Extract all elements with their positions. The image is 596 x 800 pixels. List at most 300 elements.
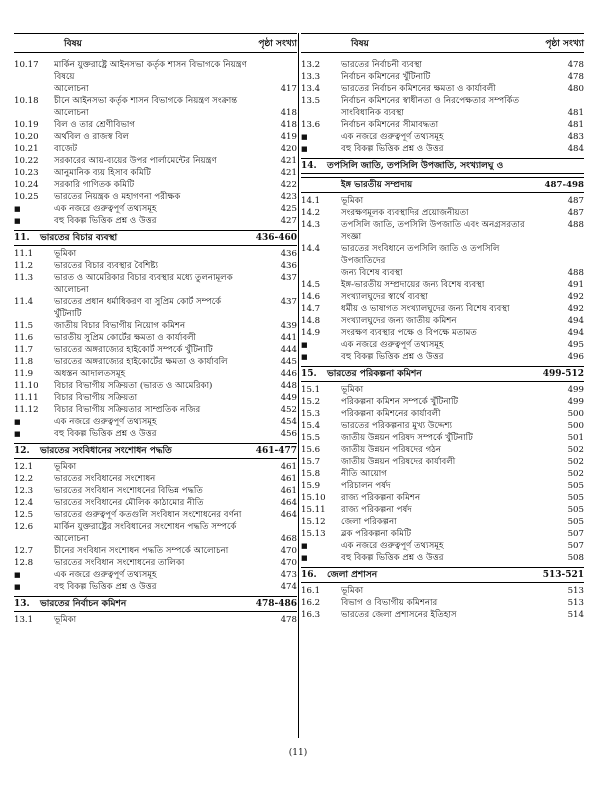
entry-title: জাতীয় বিচার বিভাগীয় নিয়োগ কমিশন (54, 321, 186, 331)
entry-number: 10.18 (14, 96, 39, 106)
entry-title: পরিকল্পনা কমিশন সম্পর্কে খুঁটিনাটি (341, 397, 459, 407)
entry-number: 10.25 (14, 192, 39, 202)
entry-page: 491 (567, 280, 584, 290)
toc-entry (14, 473, 297, 485)
entry-title: ভূমিকা (54, 462, 77, 472)
toc-entry (301, 384, 584, 396)
toc-entry (301, 83, 584, 95)
toc-entry (14, 557, 297, 569)
toc-entry (14, 119, 297, 131)
toc-entry (301, 516, 584, 528)
toc-entry (301, 396, 584, 408)
toc-entry (301, 71, 584, 83)
entry-title: ভারতের সংবিধানের সংশোধন পদ্ধতি (40, 446, 172, 456)
table-header (301, 33, 584, 53)
entry-number: 12.3 (14, 486, 34, 496)
entry-title: ভারতের গুরুত্বপূর্ণ কতগুলি সংবিধান সংশোধনের বর্ণনা (54, 510, 242, 520)
entry-number: 12.8 (14, 558, 34, 568)
entry-page: 494 (567, 316, 584, 326)
entry-title: অর্থবিল ও রাজস্ব বিল (54, 132, 129, 142)
toc-entry (14, 191, 297, 203)
entry-title: সংখ্যালঘুদের স্বার্থে ব্যবস্থা (341, 292, 428, 302)
toc-entry (301, 207, 584, 219)
toc-entry (301, 195, 584, 207)
entry-page (542, 243, 584, 267)
toc-entry (301, 456, 584, 468)
entry-title: জন্য বিশেষ ব্যবস্থা (341, 268, 403, 278)
entry-number: 10.24 (14, 180, 39, 190)
entry-title: বহু বিকল্প ভিত্তিক প্রশ্ন ও উত্তর (54, 216, 157, 226)
toc-entry (14, 344, 297, 356)
toc-entry (301, 597, 584, 609)
entry-title: আলোচনা (54, 108, 89, 118)
bullet-icon: ■ (14, 571, 21, 579)
entry-title: চীনের সংবিধান সংশোধন পদ্ধতি সম্পর্কে আলোচনা (54, 546, 229, 556)
entry-page: 502 (567, 469, 584, 479)
entry-title: সরকারের আয়-ব্যয়ের উপর পার্লামেন্টের নিয়ন্ত্রণ (54, 156, 217, 166)
entry-title: পরিচালন পর্ষদ (341, 481, 391, 491)
toc-entry (14, 59, 297, 83)
entry-number: 11.3 (14, 273, 34, 283)
entry-number: 10.19 (14, 120, 39, 130)
entry-title: ভারতের প্রধান ধর্মাধিকরণ বা সুপ্রিম কোর্ট সম্পর্কে খুঁটিনাটি (54, 297, 222, 319)
entry-number: 15.11 (301, 505, 326, 515)
entry-number: 13.1 (14, 615, 34, 625)
entry-number: 11.9 (14, 369, 34, 379)
entry-title: ভারতের জেলা প্রশাসনের ইতিহাস (341, 610, 457, 620)
toc-entry (14, 614, 297, 626)
entry-page: 436 (280, 261, 297, 271)
entry-title: পরিকল্পনা কমিশনের কার্যাবলী (341, 409, 441, 419)
entry-page: 487 (567, 208, 584, 218)
entry-number: 15.9 (301, 481, 321, 491)
bullet-icon: ■ (301, 554, 308, 562)
entry-page (255, 521, 297, 533)
entry-page: 454 (280, 417, 297, 427)
toc-entry (301, 303, 584, 315)
entry-page: 421 (280, 156, 297, 166)
entry-page: 487 (567, 196, 584, 206)
toc-entry (14, 461, 297, 473)
entry-page: 473 (280, 570, 297, 580)
entry-title: ভারতের নির্বাচনী ব্যবস্থা (341, 60, 423, 70)
entry-page (255, 59, 297, 83)
entry-page: 439 (280, 321, 297, 331)
entry-page: 478 (567, 72, 584, 82)
bullet-icon: ■ (301, 133, 308, 141)
toc-entry (14, 320, 297, 332)
toc-entry (14, 155, 297, 167)
toc-entry (301, 351, 584, 363)
entry-number: 11.12 (14, 405, 39, 415)
entry-title: চীনে আইনসভা কর্তৃক শাসন বিভাগকে নিয়ন্ত্রণ সংক্রান্ত (54, 96, 238, 106)
entry-page: 487-498 (544, 180, 584, 190)
entry-title: ভারতের অঙ্গরাজ্যের হাইকোর্ট সম্পর্কে খুঁটিনাটি (54, 345, 213, 355)
toc-column-left (14, 33, 297, 626)
toc-entry (14, 107, 297, 119)
entry-page: 417 (280, 84, 297, 94)
entry-page: 484 (567, 144, 584, 154)
entry-title: ভারতের সংবিধান সংশোধনের বিভিন্ন পদ্ধতি (54, 486, 203, 496)
toc-entry (14, 521, 297, 533)
entry-page: 422 (280, 180, 297, 190)
entry-number: 15.2 (301, 397, 321, 407)
entry-number: 16. (301, 570, 317, 580)
chapter-heading (301, 177, 584, 193)
toc-entry (14, 392, 297, 404)
entry-number: 14.5 (301, 280, 321, 290)
entry-number: 15.5 (301, 433, 321, 443)
entry-number: 14.1 (301, 196, 321, 206)
entry-number: 14.6 (301, 292, 321, 302)
chapter-heading (301, 158, 584, 174)
entry-title: ভূমিকা (54, 249, 77, 259)
entry-page: 478-486 (255, 599, 297, 609)
entry-page: 441 (280, 333, 297, 343)
entry-title: বিভাগ ও বিভাগীয় কমিশনার (341, 598, 438, 608)
header-page-count: পৃষ্ঠা সংখ্যা (258, 38, 297, 49)
toc-entry (14, 581, 297, 593)
toc-entry (301, 585, 584, 597)
toc-entry (14, 545, 297, 557)
entry-page: 478 (567, 60, 584, 70)
toc-entry (301, 131, 584, 143)
entry-title: জেলা পরিকল্পনা (341, 517, 397, 527)
entry-title: এক নজরে গুরুত্বপূর্ণ তথ্যসমূহ (54, 204, 157, 214)
entry-title: বহু বিকল্প ভিত্তিক প্রশ্ন ও উত্তর (54, 429, 157, 439)
toc-entry (301, 119, 584, 131)
entry-number: 11.1 (14, 249, 34, 259)
entry-number: 15.1 (301, 385, 321, 395)
entry-title: ভারতের পরিকল্পনা কমিশন (327, 369, 422, 379)
entry-page: 478 (280, 615, 297, 625)
toc-entry (301, 480, 584, 492)
entry-title: ভারতের পরিকল্পনার মুখ্য উদ্দেশ্য (341, 421, 452, 431)
entry-page: 513 (567, 598, 584, 608)
entry-title: জাতীয় উন্নয়ন পরিষদের গঠন (341, 445, 441, 455)
entry-page: 501 (567, 433, 584, 443)
entry-title: সাংবিধানিক ব্যবস্থা (341, 108, 404, 118)
entry-page: 425 (280, 204, 297, 214)
toc-entry (301, 492, 584, 504)
chapter-heading (301, 567, 584, 583)
bullet-icon: ■ (14, 583, 21, 591)
toc-entry (14, 332, 297, 344)
toc-entry (301, 107, 584, 119)
entry-title: নীতি আয়োগ (341, 469, 387, 479)
entry-title: ভারতের নির্বাচন কমিশনের ক্ষমতা ও কার্যাবলী (341, 84, 496, 94)
entry-page: 513-521 (542, 570, 584, 580)
toc-entry (301, 408, 584, 420)
entry-title: নির্বাচন কমিশনের সীমাবদ্ধতা (341, 120, 439, 130)
entry-number: 16.2 (301, 598, 321, 608)
entry-page: 494 (567, 328, 584, 338)
entry-page (542, 95, 584, 107)
toc-entry (14, 95, 297, 107)
entry-page: 507 (567, 529, 584, 539)
entry-title: জেলা প্রশাসন (327, 570, 378, 580)
entry-page: 481 (567, 120, 584, 130)
entry-title: জাতীয় উন্নয়ন পরিষদ সম্পর্কে খুঁটিনাটি (341, 433, 473, 443)
toc-entry (14, 356, 297, 368)
header-subject: বিষয় (64, 38, 82, 49)
entry-page: 505 (567, 493, 584, 503)
entry-number: 15.12 (301, 517, 326, 527)
entry-page: 496 (567, 352, 584, 362)
entry-page: 514 (567, 610, 584, 620)
entry-title: তপসিলি জাতি, তপসিলি উপজাতি এবং অনগ্রসরতার সংজ্ঞা (341, 220, 525, 242)
entry-number: 15. (301, 369, 317, 379)
toc-column-right (301, 33, 584, 621)
entry-page: 481 (567, 108, 584, 118)
entry-title: ভারতীয় সুপ্রিম কোর্টের ক্ষমতা ও কার্যাবলী (54, 333, 197, 343)
entry-number: 14.2 (301, 208, 321, 218)
entry-number: 10.17 (14, 60, 39, 70)
entry-number: 11. (14, 233, 30, 243)
toc-entry (14, 497, 297, 509)
toc-entry (14, 83, 297, 95)
entry-page: 499 (567, 397, 584, 407)
bullet-icon: ■ (301, 341, 308, 349)
chapter-heading (14, 230, 297, 246)
entry-number: 12.5 (14, 510, 34, 520)
entry-page: 420 (280, 144, 297, 154)
toc-entry (301, 609, 584, 621)
entry-page: 456 (280, 429, 297, 439)
entry-page: 461-477 (255, 446, 297, 456)
entry-title: এক নজরে গুরুত্বপূর্ণ তথ্যসমূহ (341, 132, 444, 142)
toc-list (301, 53, 584, 621)
entry-number: 15.13 (301, 529, 326, 539)
chapter-heading (301, 366, 584, 382)
entry-title: ভারতের বিচার ব্যবস্থা (40, 233, 118, 243)
entry-number: 12.2 (14, 474, 34, 484)
entry-page: 505 (567, 517, 584, 527)
entry-page: 502 (567, 445, 584, 455)
entry-number: 13. (14, 599, 30, 609)
entry-page: 461 (280, 486, 297, 496)
entry-page (255, 95, 297, 107)
entry-title: ধর্মীয় ও ভাষাগত সংখ্যালঘুদের জন্য বিশেষ ব্যবস্থা (341, 304, 510, 314)
entry-title: ইঙ্গ-ভারতীয় সম্প্রদায়ের জন্য বিশেষ ব্যবস্থা (341, 280, 485, 290)
entry-page: 474 (280, 582, 297, 592)
entry-page: 461 (280, 462, 297, 472)
toc-entry (301, 243, 584, 267)
toc-entry (14, 428, 297, 440)
entry-number: 16.1 (301, 586, 321, 596)
entry-number: 11.6 (14, 333, 34, 343)
entry-title: আলোচনা (54, 534, 89, 544)
entry-page: 419 (280, 132, 297, 142)
toc-entry (301, 420, 584, 432)
entry-title: তপসিলি জাতি, তপসিলি উপজাতি, সংখ্যালঘু ও (327, 161, 504, 171)
toc-entry (14, 569, 297, 581)
entry-page: 446 (280, 369, 297, 379)
bullet-icon: ■ (14, 205, 21, 213)
entry-number: 11.5 (14, 321, 34, 331)
column-divider (298, 33, 299, 738)
entry-number: 12.7 (14, 546, 34, 556)
entry-number: 11.8 (14, 357, 34, 367)
toc-entry (301, 540, 584, 552)
entry-page: 470 (280, 558, 297, 568)
toc-entry (14, 416, 297, 428)
entry-number: 11.7 (14, 345, 34, 355)
entry-page: 495 (567, 340, 584, 350)
entry-page: 492 (567, 292, 584, 302)
toc-entry (14, 179, 297, 191)
entry-title: সংরক্ষণমূলক ব্যবস্থাদির প্রয়োজনীয়তা (341, 208, 469, 218)
toc-entry (301, 339, 584, 351)
toc-entry (301, 444, 584, 456)
entry-title: মার্কিন যুক্তরাষ্ট্রের সংবিধানের সংশোধন পদ্ধতি সম্পর্কে (54, 522, 237, 532)
entry-title: বিল ও তার শ্রেণীবিভাগ (54, 120, 135, 130)
entry-number (301, 267, 339, 279)
entry-title: সরকারি গাণিতক কমিটি (54, 180, 135, 190)
header-subject: বিষয় (351, 38, 369, 49)
table-header (14, 33, 297, 53)
toc-list (14, 53, 297, 626)
entry-number: 10.23 (14, 168, 39, 178)
bullet-icon: ■ (301, 353, 308, 361)
entry-title: বিচার বিভাগীয় সক্রিয়তা (54, 393, 138, 403)
toc-entry (301, 59, 584, 71)
entry-title: বিচার বিভাগীয় সক্রিয়তার সাম্প্রতিক নজির (54, 405, 201, 415)
bullet-icon: ■ (301, 145, 308, 153)
entry-page: 423 (280, 192, 297, 202)
header-page-count: পৃষ্ঠা সংখ্যা (545, 38, 584, 49)
entry-page: 418 (280, 108, 297, 118)
entry-page: 470 (280, 546, 297, 556)
entry-title: বিচার বিভাগীয় সক্রিয়তা (ভারত ও আমেরিকা) (54, 381, 213, 391)
entry-number: 13.5 (301, 96, 321, 106)
entry-title: সংখ্যালঘুদের জন্য জাতীয় কমিশন (341, 316, 457, 326)
toc-entry (301, 504, 584, 516)
toc-entry (14, 143, 297, 155)
toc-entry (301, 279, 584, 291)
entry-page: 488 (567, 268, 584, 278)
entry-title: বহু বিকল্প ভিত্তিক প্রশ্ন ও উত্তর (341, 144, 444, 154)
entry-page: 445 (280, 357, 297, 367)
toc-entry (14, 404, 297, 416)
entry-page: 492 (567, 304, 584, 314)
entry-title: সংরক্ষণ ব্যবস্থার পক্ষে ও বিপক্ষে মতামত (341, 328, 477, 338)
entry-title: ভারতের অঙ্গরাজ্যের হাইকোর্টের ক্ষমতা ও কার্যাবলি (54, 357, 228, 367)
entry-title: বহু বিকল্প ভিত্তিক প্রশ্ন ও উত্তর (341, 352, 444, 362)
entry-number: 13.2 (301, 60, 321, 70)
entry-title: ভূমিকা (341, 385, 364, 395)
entry-page: 513 (567, 586, 584, 596)
entry-number: 15.8 (301, 469, 321, 479)
entry-title: ইঙ্গ ভারতীয় সম্প্রদায় (341, 180, 413, 190)
entry-page: 468 (280, 534, 297, 544)
entry-title: নির্বাচন কমিশনের স্বাধীনতা ও নিরপেক্ষতার সম্পর্কিত (341, 96, 520, 106)
entry-number: 15.3 (301, 409, 321, 419)
entry-title: মার্কিন যুক্তরাষ্ট্রে আইনসভা কর্তৃক শাসন বিভাগকে নিয়ন্ত্রণ বিষয়ে (54, 60, 247, 82)
entry-page: 502 (567, 457, 584, 467)
entry-number: 15.10 (301, 493, 326, 503)
entry-page: 499-512 (542, 369, 584, 379)
entry-number: 14. (301, 161, 317, 171)
entry-title: ভারতের সংবিধান সংশোধনের তালিকা (54, 558, 185, 568)
entry-title: আনুমানিক ব্যয় হিসাব কমিটি (54, 168, 151, 178)
toc-entry (301, 315, 584, 327)
entry-number: 14.4 (301, 244, 321, 254)
toc-entry (301, 468, 584, 480)
toc-entry (14, 215, 297, 227)
chapter-heading (14, 596, 297, 612)
entry-title: ভূমিকা (341, 196, 364, 206)
entry-number (14, 533, 52, 545)
entry-title: এক নজরে গুরুত্বপূর্ণ তথ্যসমূহ (341, 340, 444, 350)
entry-number: 12.1 (14, 462, 34, 472)
entry-page: 499 (567, 385, 584, 395)
entry-page: 500 (567, 409, 584, 419)
entry-page: 436-460 (255, 233, 297, 243)
entry-number: 13.4 (301, 84, 321, 94)
chapter-heading (14, 443, 297, 459)
entry-title: ভারতের নির্বাচন কমিশন (40, 599, 127, 609)
entry-title: জাতীয় উন্নয়ন পরিষদের কার্যাবলী (341, 457, 456, 467)
entry-number: 11.10 (14, 381, 39, 391)
entry-title: এক নজরে গুরুত্বপূর্ণ তথ্যসমূহ (341, 541, 444, 551)
page-number: (11) (288, 748, 308, 758)
toc-entry (14, 485, 297, 497)
entry-title: ভারতের সংবিধানের মৌলিক কাঠামোর নীতি (54, 498, 204, 508)
entry-title: ভারতের নিয়ন্ত্রক ও মহাগণনা পরীক্ষক (54, 192, 181, 202)
entry-page (542, 160, 584, 172)
entry-page: 500 (567, 421, 584, 431)
entry-number: 10.20 (14, 132, 39, 142)
entry-page: 436 (280, 249, 297, 259)
toc-entry (14, 272, 297, 296)
entry-number: 13.6 (301, 120, 321, 130)
entry-page: 448 (280, 381, 297, 391)
toc-entry (301, 143, 584, 155)
entry-page: 480 (567, 84, 584, 94)
entry-title: এক নজরে গুরুত্বপূর্ণ তথ্যসমূহ (54, 570, 157, 580)
toc-entry (14, 296, 297, 320)
toc-entry (301, 432, 584, 444)
entry-page: 508 (567, 553, 584, 563)
toc-entry (301, 327, 584, 339)
entry-title: ভারতের বিচার ব্যবস্থার বৈশিষ্ট্য (54, 261, 158, 271)
entry-title: ভূমিকা (341, 586, 364, 596)
entry-title: অধস্তন আদালতসমূহ (54, 369, 126, 379)
entry-title: ভারতের সংবিধানের সংশোধন (54, 474, 156, 484)
entry-number: 10.22 (14, 156, 39, 166)
entry-number: 14.8 (301, 316, 321, 326)
entry-number: 15.7 (301, 457, 321, 467)
entry-page: 427 (280, 216, 297, 226)
bullet-icon: ■ (14, 418, 21, 426)
entry-number: 11.11 (14, 393, 39, 403)
entry-number (14, 107, 52, 119)
entry-page: 507 (567, 541, 584, 551)
entry-number: 12.6 (14, 522, 34, 532)
toc-entry (14, 203, 297, 215)
entry-title: বাজেট (54, 144, 78, 154)
toc-entry (14, 248, 297, 260)
entry-title: বহু বিকল্প ভিত্তিক প্রশ্ন ও উত্তর (341, 553, 444, 563)
entry-page: 437 (280, 273, 297, 283)
entry-title: ভূমিকা (54, 615, 77, 625)
entry-number: 14.3 (301, 220, 321, 230)
entry-page: 444 (280, 345, 297, 355)
entry-title: ব্লক পরিকল্পনা কমিটি (341, 529, 412, 539)
toc-entry (301, 528, 584, 540)
toc-entry (14, 260, 297, 272)
